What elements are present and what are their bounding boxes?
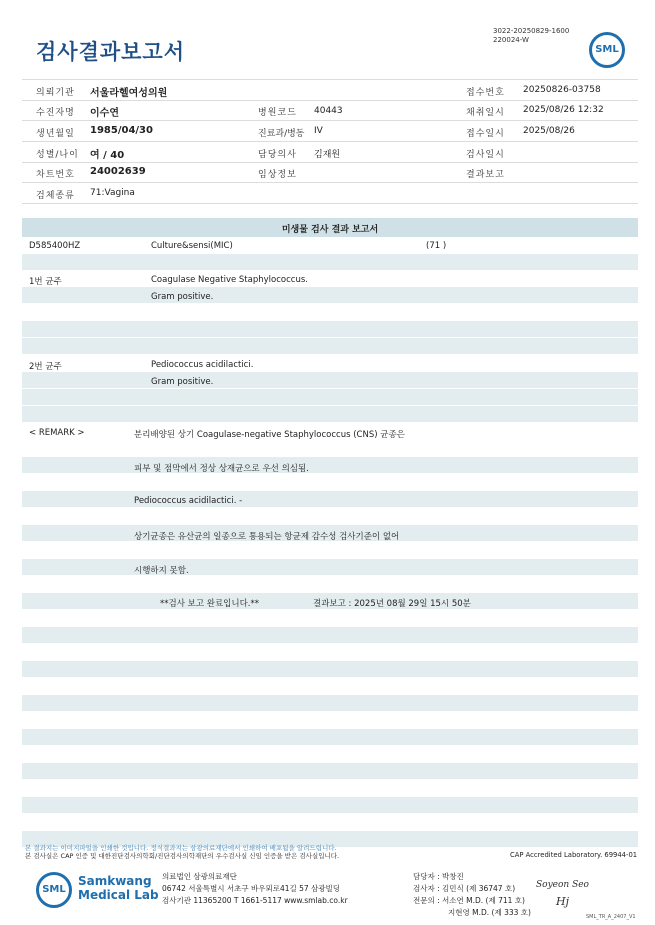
doctor-value: 김재원 <box>314 150 341 160</box>
table-row-band <box>22 627 638 643</box>
staff-expert1: 전문의 : 서소연 M.D. (제 711 호) <box>413 896 525 905</box>
collect-date-value: 2025/08/26 12:32 <box>523 105 604 115</box>
org-name: 의료법인 삼광의료재단 <box>162 872 237 881</box>
cap-accreditation: CAP Accredited Laboratory. 69944-01 <box>510 851 638 859</box>
receipt-no-value: 20250826-03758 <box>523 85 601 95</box>
info-divider <box>22 162 638 163</box>
remark-line: Pediococcus acidilactici. - <box>134 496 243 506</box>
table-row-band <box>22 338 638 354</box>
receipt-no-label: 접수번호 <box>466 88 505 98</box>
organism2-label: 2번 균주 <box>29 362 62 372</box>
final-report-time: 결과보고 : 2025년 08월 29일 15시 50분 <box>313 599 471 609</box>
dept-label: 진료과/병동 <box>258 129 305 139</box>
info-divider <box>22 203 638 204</box>
specimen-value: 71:Vagina <box>90 188 135 198</box>
dept-value: IV <box>314 126 323 136</box>
patient-label: 수진자명 <box>36 108 75 118</box>
remark-line: 분리배양된 상기 Coagulase-negative Staphylococcus (CNS) 균종은 <box>134 430 405 440</box>
print-notice: 본 결과지는 이미지파일을 인쇄한 것입니다. 정식결과지는 삼광의료재단에서 인쇄하여 배포됨을 알려드립니다. <box>25 844 337 852</box>
chart-no-label: 차트번호 <box>36 170 75 180</box>
receipt-date-value: 2025/08/26 <box>523 126 575 136</box>
test-number: (71 ) <box>426 241 447 251</box>
report-title: 검사결과보고서 <box>36 40 186 64</box>
report-label: 결과보고 <box>466 170 505 180</box>
info-divider <box>22 141 638 142</box>
org-contact: 검사기관 11365200 T 1661-5117 www.smlab.co.kr <box>162 896 348 905</box>
table-row-band <box>22 389 638 405</box>
hospital-code-label: 병원코드 <box>258 108 297 118</box>
table-row-band <box>22 321 638 337</box>
signature-seo: Soyeon Seo <box>536 880 589 890</box>
chart-no-value: 24002639 <box>90 166 146 177</box>
sex-age-value: 여 / 40 <box>90 150 125 161</box>
test-code: D585400HZ <box>29 241 81 251</box>
organism1-name: Coagulase Negative Staphylococcus. <box>151 275 308 285</box>
brand-line1: Samkwang <box>78 874 152 888</box>
document-id-line1: 3022-20250829-1600 <box>493 27 570 35</box>
table-row-band <box>22 559 638 575</box>
form-number: SML_TR_A_2407_V1 <box>586 914 636 920</box>
staff-expert2: 지현영 M.D. (제 333 호) <box>448 908 531 917</box>
specimen-label: 검체종류 <box>36 191 75 201</box>
institution-value: 서울라헬여성의원 <box>90 88 168 99</box>
lab-address-block <box>162 871 348 907</box>
org-address: 06742 서울특별시 서초구 바우뫼로41길 57 삼광빌딩 <box>162 884 341 893</box>
clinical-label: 임상정보 <box>258 170 297 180</box>
test-date-label: 검사일시 <box>466 150 505 160</box>
institution-label: 의뢰기관 <box>36 88 75 98</box>
table-row-band <box>22 254 638 270</box>
hospital-code-value: 40443 <box>314 106 343 116</box>
signature-ji: Hj <box>556 895 570 908</box>
organism1-label: 1번 균주 <box>29 277 62 287</box>
collect-date-label: 채취일시 <box>466 108 505 118</box>
info-divider <box>22 120 638 121</box>
report-complete-text: **검사 보고 완료입니다.** <box>160 599 260 609</box>
table-row-band <box>22 491 638 507</box>
info-divider <box>22 100 638 101</box>
sex-age-label: 성별/나이 <box>36 150 79 160</box>
table-row-band <box>22 695 638 711</box>
info-divider <box>22 79 638 80</box>
accreditation-text: 본 검사실은 CAP 인증 및 대한진단검사의학회/진단검사의학재단의 우수검사실 신임 인증을 받은 검사실입니다. <box>25 852 340 860</box>
staff-block <box>413 871 531 919</box>
organism2-gram: Gram positive. <box>151 377 214 387</box>
dob-value: 1985/04/30 <box>90 125 153 136</box>
staff-tester: 검사자 : 김민식 (제 36747 호) <box>413 884 516 893</box>
table-row-band <box>22 406 638 422</box>
table-row-band <box>22 372 638 388</box>
table-row-band <box>22 797 638 813</box>
info-divider <box>22 182 638 183</box>
remark-line: 상기균종은 유산균의 일종으로 통용되는 항균제 감수성 검사기준이 없어 <box>134 532 400 542</box>
section-title: 미생물 검사 결과 보고서 <box>281 225 379 235</box>
table-row-band <box>22 457 638 473</box>
table-row-band <box>22 763 638 779</box>
table-row-band <box>22 287 638 303</box>
doctor-label: 담당의사 <box>258 150 297 160</box>
table-row-band <box>22 661 638 677</box>
document-id <box>493 27 569 45</box>
remark-label: < REMARK > <box>29 428 85 438</box>
brand-line2: Medical Lab <box>78 888 159 902</box>
staff-manager: 담당자 : 박창진 <box>413 872 464 881</box>
organism1-gram: Gram positive. <box>151 292 214 302</box>
brand-name <box>78 874 159 902</box>
remark-line: 피부 및 점막에서 정상 상재균으로 우선 의심됨. <box>134 464 309 474</box>
table-row-band <box>22 729 638 745</box>
test-name: Culture&sensi(MIC) <box>151 241 233 251</box>
sml-logo: SML <box>589 32 625 68</box>
receipt-date-label: 접수일시 <box>466 129 505 139</box>
remark-line: 시행하지 못함. <box>134 566 189 576</box>
document-id-line2: 220024-W <box>493 36 529 44</box>
patient-value: 이수연 <box>90 108 119 119</box>
organism2-name: Pediococcus acidilactici. <box>151 360 254 370</box>
dob-label: 생년월일 <box>36 129 75 139</box>
sml-footer-logo: SML <box>36 872 72 908</box>
